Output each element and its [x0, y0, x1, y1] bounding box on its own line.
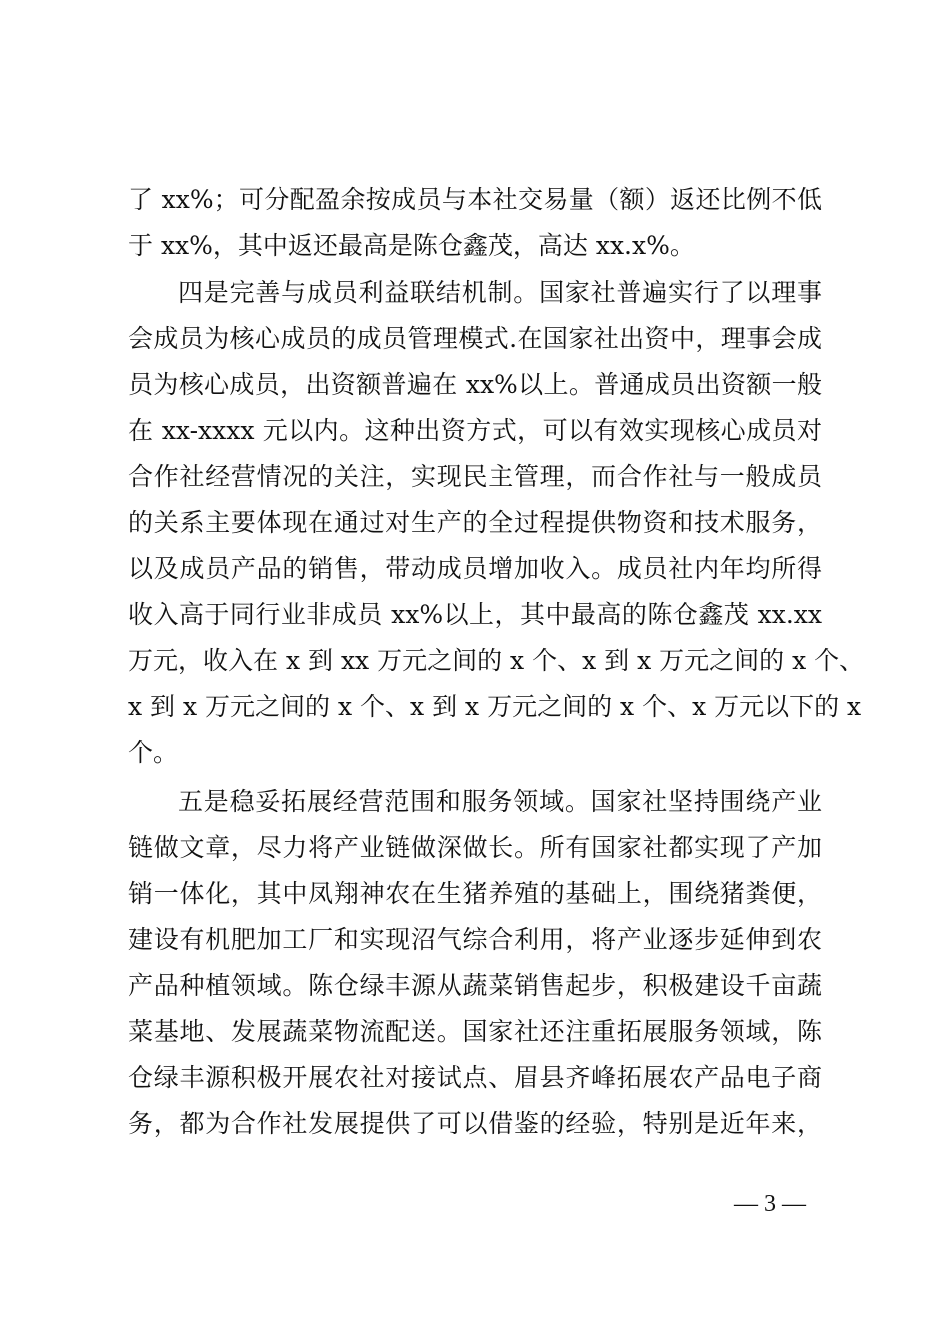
text-line: 员为核心成员，出资额普遍在 xx%以上。普通成员出资额一般	[128, 370, 822, 399]
text-line: 菜基地、发展蔬菜物流配送。国家社还注重拓展服务领域，陈	[128, 1017, 822, 1046]
text-line: 产品种植领域。陈仓绿丰源从蔬菜销售起步，积极建设千亩蔬	[128, 971, 822, 1000]
text-line: 销一体化，其中凤翔神农在生猪养殖的基础上，围绕猪粪便，	[128, 879, 822, 908]
page-number: — 3 —	[734, 1191, 806, 1217]
text-line: 以及成员产品的销售，带动成员增加收入。成员社内年均所得	[128, 554, 822, 583]
text-line: 务，都为合作社发展提供了可以借鉴的经验，特别是近年来，	[128, 1109, 822, 1138]
text-line: 于 xx%，其中返还最高是陈仓鑫茂，高达 xx.x%。	[128, 231, 695, 260]
text-line: 合作社经营情况的关注，实现民主管理，而合作社与一般成员	[128, 462, 822, 491]
paragraph-first-line: 四是完善与成员利益联结机制。国家社普遍实行了以理事	[178, 278, 822, 307]
text-line: 在 xx-xxxx 元以内。这种出资方式，可以有效实现核心成员对	[128, 416, 822, 445]
paragraph-first-line: 五是稳妥拓展经营范围和服务领域。国家社坚持围绕产业	[178, 787, 822, 816]
text-line: 个。	[128, 738, 179, 767]
text-line: 万元，收入在 x 到 xx 万元之间的 x 个、x 到 x 万元之间的 x 个、	[128, 646, 865, 675]
text-line: 仓绿丰源积极开展农社对接试点、眉县齐峰拓展农产品电子商	[128, 1063, 822, 1092]
text-line: 了 xx%；可分配盈余按成员与本社交易量（额）返还比例不低	[128, 185, 822, 214]
text-line: 链做文章，尽力将产业链做深做长。所有国家社都实现了产加	[128, 833, 822, 862]
text-line: 的关系主要体现在通过对生产的全过程提供物资和技术服务，	[128, 508, 822, 537]
text-line: 建设有机肥加工厂和实现沼气综合利用，将产业逐步延伸到农	[128, 925, 822, 954]
text-line: x 到 x 万元之间的 x 个、x 到 x 万元之间的 x 个、x 万元以下的 x	[128, 692, 862, 721]
text-line: 收入高于同行业非成员 xx%以上，其中最高的陈仓鑫茂 xx.xx	[128, 600, 822, 629]
text-line: 会成员为核心成员的成员管理模式.在国家社出资中，理事会成	[128, 324, 822, 353]
